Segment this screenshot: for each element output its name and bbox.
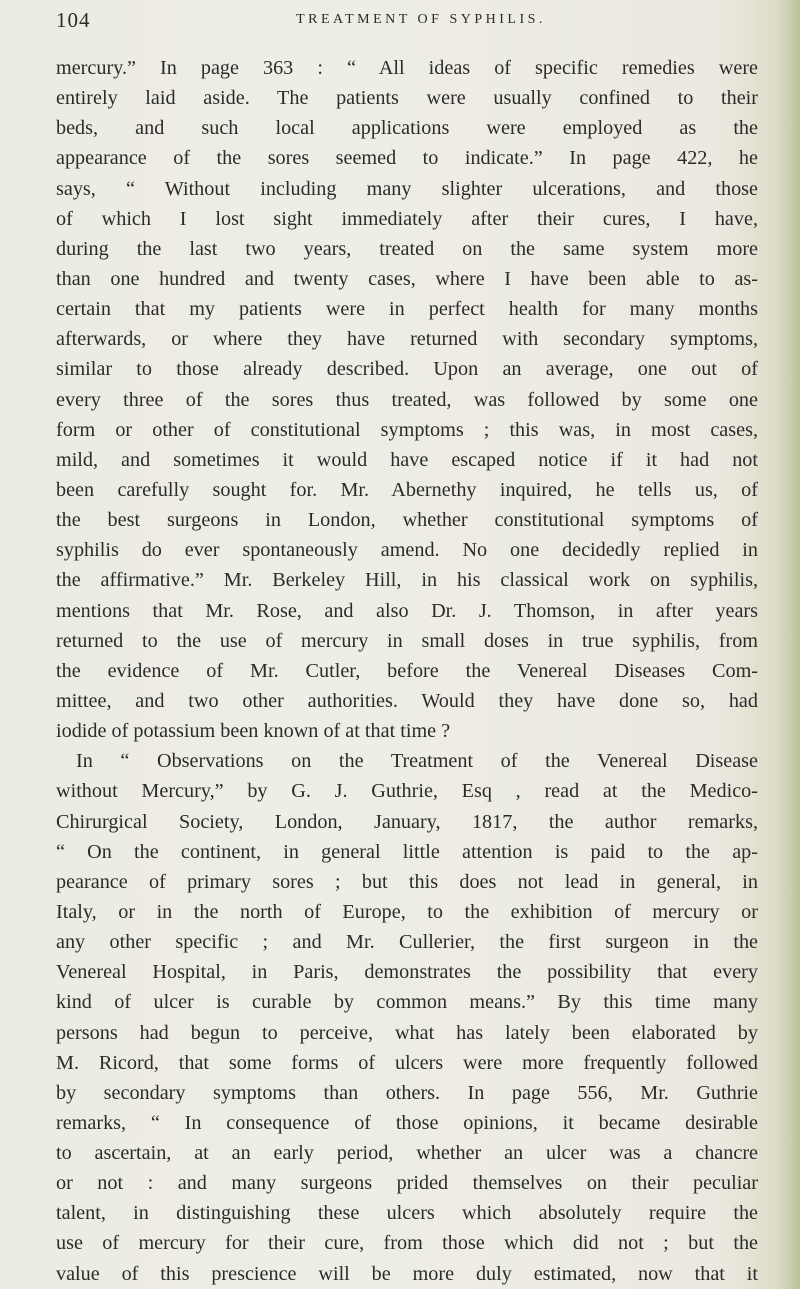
text-line: any other specific ; and Mr. Cullerier, the first surgeon in the	[56, 931, 758, 954]
text-line: mercury.” In page 363 : “ All ideas of specific remedies were	[56, 57, 758, 79]
text-line: the affirmative.” Mr. Berkeley Hill, in his classical work on syphilis,	[56, 569, 758, 592]
text-line: every three of the sores thus treated, was followed by some one	[56, 388, 758, 411]
body-text	[56, 53, 758, 1289]
text-line: pearance of primary sores ; but this does not lead in general, in	[56, 870, 758, 893]
text-line: during the last two years, treated on the same system more	[56, 237, 758, 260]
text-line: returned to the use of mercury in small doses in true syphilis, from	[56, 629, 758, 652]
text-line: certain that my patients were in perfect health for many months	[56, 298, 758, 321]
text-line: or not : and many surgeons prided themselves on their peculiar	[56, 1172, 758, 1195]
text-line: of which I lost sight immediately after their cures, I have,	[56, 207, 758, 230]
text-line: afterwards, or where they have returned with secondary symptoms,	[56, 328, 758, 351]
text-line: remarks, “ In consequence of those opinions, it became desirable	[56, 1111, 758, 1134]
text-line: “ On the continent, in general little attention is paid to the ap-	[56, 840, 758, 863]
text-line: syphilis do ever spontaneously amend. No one decidedly replied in	[56, 539, 758, 562]
text-line: mittee, and two other authorities. Would they have done so, had	[56, 689, 758, 712]
text-line: to ascertain, at an early period, whether an ulcer was a chancre	[56, 1142, 758, 1165]
page-header	[56, 8, 756, 36]
text-line: mild, and sometimes it would have escaped notice if it had not	[56, 448, 758, 471]
text-line: persons had begun to perceive, what has lately been elaborated by	[56, 1021, 758, 1044]
text-line: the evidence of Mr. Cutler, before the Venereal Diseases Com-	[56, 659, 758, 682]
text-line: Venereal Hospital, in Paris, demonstrates the possibility that every	[56, 961, 758, 984]
text-line: talent, in distinguishing these ulcers which absolutely require the	[56, 1202, 758, 1225]
text-line: use of mercury for their cure, from those which did not ; but the	[56, 1232, 758, 1255]
text-line: iodide of potassium been known of at that time ?	[56, 720, 451, 743]
text-line: beds, and such local applications were employed as the	[56, 117, 758, 140]
text-line: appearance of the sores seemed to indicate.” In page 422, he	[56, 147, 758, 170]
text-line: by secondary symptoms than others. In page 556, Mr. Guthrie	[56, 1081, 758, 1104]
text-line: without Mercury,” by G. J. Guthrie, Esq , read at the Medico-	[56, 780, 758, 803]
text-line: similar to those already described. Upon an average, one out of	[56, 358, 758, 381]
text-line: says, “ Without including many slighter ulcerations, and those	[56, 177, 758, 200]
text-line: kind of ulcer is curable by common means.” By this time many	[56, 991, 758, 1014]
text-line: mentions that Mr. Rose, and also Dr. J. Thomson, in after years	[56, 599, 758, 622]
text-line: Italy, or in the north of Europe, to the exhibition of mercury or	[56, 900, 758, 923]
paragraph-start-line: In “ Observations on the Treatment of the Venereal Disease	[76, 750, 758, 773]
page-number: 104	[56, 8, 91, 32]
text-line: M. Ricord, that some forms of ulcers were more frequently followed	[56, 1051, 758, 1074]
text-line: been carefully sought for. Mr. Abernethy inquired, he tells us, of	[56, 478, 758, 501]
text-line: value of this prescience will be more duly estimated, now that it	[56, 1262, 758, 1285]
text-line: Chirurgical Society, London, January, 1817, the author remarks,	[56, 810, 758, 833]
text-line: the best surgeons in London, whether constitutional symptoms of	[56, 509, 758, 532]
text-line: form or other of constitutional symptoms ; this was, in most cases,	[56, 418, 758, 441]
text-line: entirely laid aside. The patients were usually confined to their	[56, 87, 758, 110]
page-edge-shadow	[778, 0, 800, 1289]
running-head: TREATMENT OF SYPHILIS.	[296, 12, 546, 27]
text-line: than one hundred and twenty cases, where I have been able to as-	[56, 267, 758, 290]
